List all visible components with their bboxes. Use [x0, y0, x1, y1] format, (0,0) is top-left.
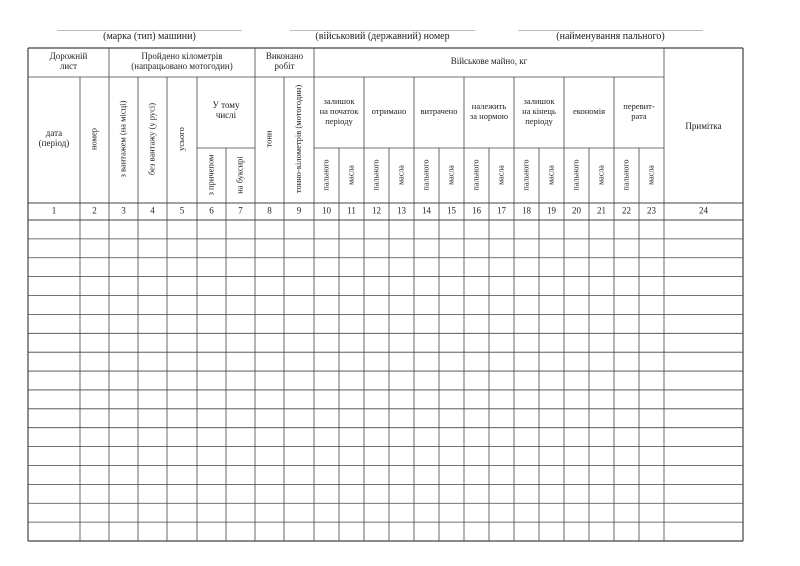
header-spent: витрачено: [420, 105, 458, 116]
column-number-9: 9: [296, 205, 302, 216]
column-number-19: 19: [547, 205, 556, 216]
column-number-14: 14: [422, 205, 431, 216]
column-number-11: 11: [347, 205, 356, 216]
header-oil-col-21: масла: [596, 165, 606, 185]
header-received: отримано: [371, 105, 407, 116]
header-fuel-col-22: пального: [621, 159, 631, 191]
header-oil-col-17: масла: [496, 165, 506, 185]
header-without-cargo: без вантажу (у русі): [146, 102, 157, 176]
caption-vehicle: (марка (тип) машини): [103, 31, 196, 42]
header-economy: економія: [572, 105, 606, 116]
header-balance-start-line-3: періоду: [325, 115, 353, 126]
header-balance-end-line-3: періоду: [525, 115, 553, 126]
header-oil-col-19: масла: [546, 165, 556, 185]
column-number-4: 4: [150, 205, 155, 216]
column-number-5: 5: [179, 205, 185, 216]
header-overspend-line-1: перевит-: [623, 100, 655, 111]
column-number-13: 13: [397, 205, 406, 216]
column-number-3: 3: [121, 205, 126, 216]
header-oil-col-11: масла: [346, 165, 356, 185]
header-due-norm-line-1: належить: [471, 100, 507, 111]
header-fuel-col-18: пального: [521, 159, 531, 191]
column-number-1: 1: [51, 205, 57, 216]
header-with-trailer: з причепом: [205, 154, 216, 196]
header-waybill-line-1: Дорожній: [49, 51, 88, 62]
header-including-line-1: У тому: [212, 100, 240, 111]
column-number-17: 17: [497, 205, 506, 216]
column-number-21: 21: [597, 205, 606, 216]
column-number-12: 12: [372, 205, 381, 216]
header-ton-km: тонно-кілометрів (мотогодин): [292, 84, 303, 194]
header-oil-col-15: масла: [446, 165, 456, 185]
header-number: номер: [88, 127, 99, 151]
caption-fuel-name: (найменування пального): [556, 31, 665, 42]
header-fuel-col-14: пального: [421, 159, 431, 191]
column-number-16: 16: [472, 205, 481, 216]
header-fuel-col-16: пального: [471, 159, 481, 191]
header-date-line-2: (період): [38, 138, 70, 149]
table-headers: [39, 51, 722, 216]
column-number-6: 6: [209, 205, 214, 216]
header-balance-end-line-2: на кінець: [522, 105, 556, 116]
header-oil-col-13: масла: [396, 165, 406, 185]
column-number-15: 15: [447, 205, 456, 216]
header-fuel-col-12: пального: [371, 159, 381, 191]
header-work-group-line-2: робіт: [274, 61, 295, 72]
column-number-24: 24: [699, 205, 708, 216]
header-fuel-col-20: пального: [571, 159, 581, 191]
header-overspend-line-2: рата: [631, 110, 647, 121]
table-grid: [28, 48, 743, 541]
column-number-7: 7: [238, 205, 243, 216]
header-oil-col-23: масла: [646, 165, 656, 185]
header-waybill-line-2: лист: [59, 61, 78, 72]
header-km-group-line-2: (напрацьовано мотогодин): [131, 61, 233, 72]
header-balance-start-line-1: залишок: [323, 95, 355, 106]
header-due-norm-line-2: за нормою: [469, 110, 509, 121]
header-towing: на буксирі: [234, 156, 245, 194]
header-with-cargo: з вантажем (на місці): [117, 100, 128, 178]
header-total: усього: [175, 127, 186, 151]
header-tons: тони: [263, 130, 274, 148]
header-km-group-line-1: Пройдено кілометрів: [141, 51, 223, 62]
header-work-group-line-1: Виконано: [265, 51, 304, 62]
column-number-10: 10: [322, 205, 331, 216]
header-date-line-1: дата: [45, 128, 63, 139]
header-balance-end-line-1: залишок: [523, 95, 555, 106]
column-number-18: 18: [522, 205, 531, 216]
column-number-8: 8: [267, 205, 272, 216]
column-number-2: 2: [92, 205, 97, 216]
header-including-line-2: числі: [215, 110, 237, 121]
caption-plate: (військовий (державний) номер: [315, 31, 450, 42]
header-note: Примітка: [685, 121, 722, 132]
column-number-20: 20: [572, 205, 581, 216]
header-fuel-col-10: пального: [321, 159, 331, 191]
column-number-23: 23: [647, 205, 656, 216]
header-property-group: Військове майно, кг: [450, 56, 528, 67]
header-balance-start-line-2: на початок: [319, 105, 359, 116]
column-number-22: 22: [622, 205, 631, 216]
